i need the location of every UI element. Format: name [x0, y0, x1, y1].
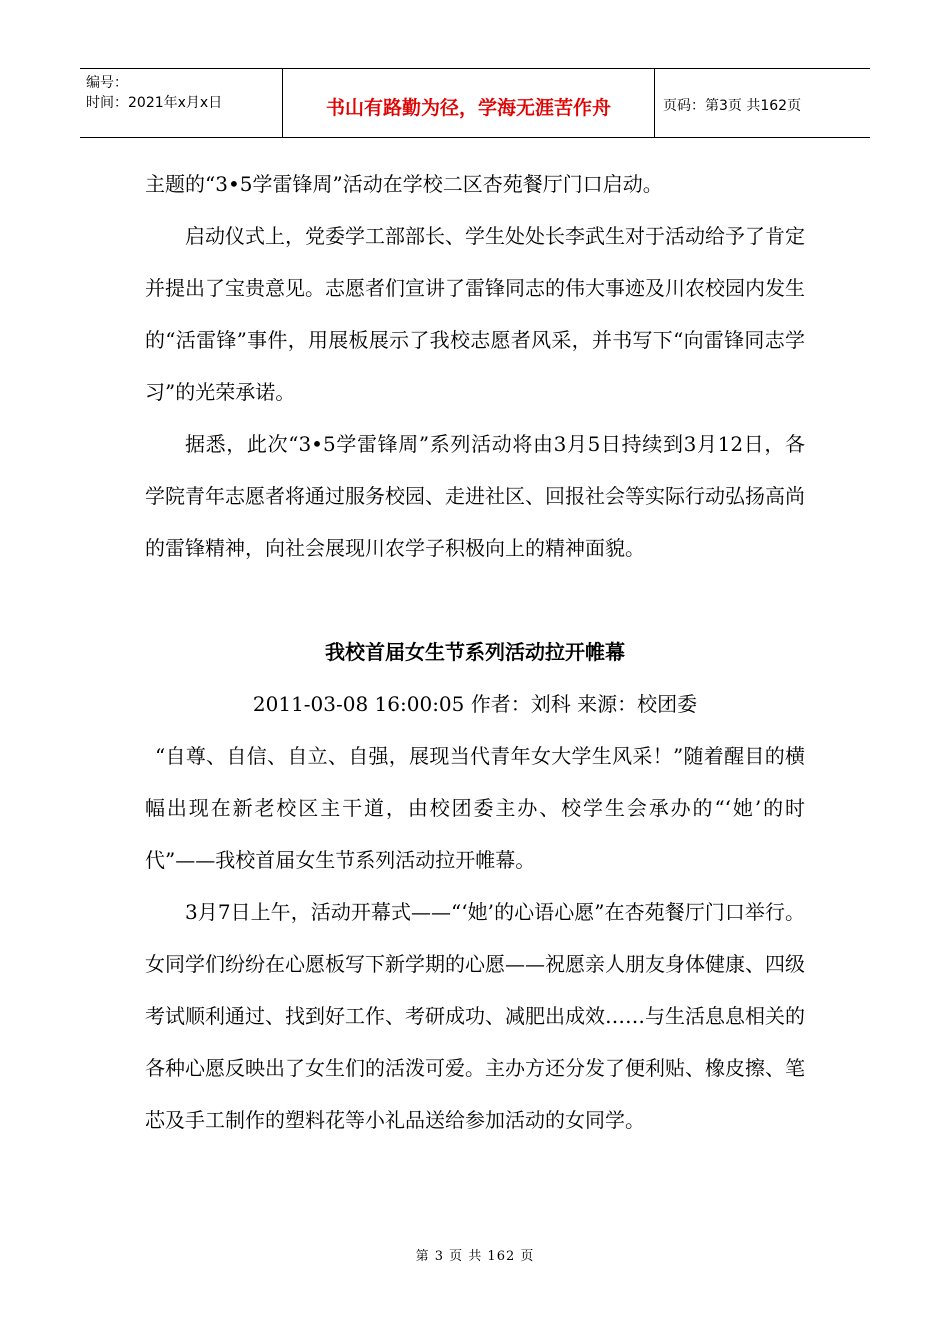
article1-paragraph-continued: 主题的“3•5学雷锋周”活动在学校二区杏苑餐厅门口启动。: [145, 172, 663, 196]
article2-title: 我校首届女生节系列活动拉开帷幕: [325, 640, 625, 664]
time-label: 时间：2021年x月x日: [86, 95, 223, 111]
number-label: 编号：: [86, 75, 128, 91]
page-footer: 第 3 页 共 162 页: [415, 1249, 535, 1264]
article1-paragraph-3: 据悉，此次“3•5学雷锋周”系列活动将由3月5日持续到3月12日，各学院青年志愿者将通过服务校园、走进社区、回报社会等实际行动弘扬高尚的雷锋精神，向社会展现川农学子积极向上的精神面貌。: [145, 432, 805, 560]
header-page-info: 页码：第3页 共162页: [663, 98, 802, 114]
article1-paragraph-2: 启动仪式上，党委学工部部长、学生处处长李武生对于活动给予了肯定并提出了宝贵意见。志愿者们宣讲了雷锋同志的伟大事迹及川农校园内发生的“活雷锋”事件，用展板展示了我校志愿者风采，并书写下“向雷锋同志学习”的光荣承诺。: [145, 224, 805, 404]
header-info-cell: [80, 69, 282, 137]
article2-paragraph-1: “自尊、自信、自立、自强，展现当代青年女大学生风采！”随着醒目的横幅出现在新老校区主干道，由校团委主办、校学生会承办的“‘她’的时代”——我校首届女生节系列活动拉开帷幕。: [145, 744, 805, 872]
header-motto: 书山有路勤为径，学海无涯苦作舟: [282, 69, 655, 137]
article2-meta: 2011-03-08 16:00:05 作者：刘科 来源：校团委: [252, 692, 698, 716]
section-spacer: [145, 574, 805, 626]
page-header: [80, 68, 870, 138]
article2-paragraph-2: 3月7日上午，活动开幕式——“‘她’的心语心愿”在杏苑餐厅门口举行。女同学们纷纷在心愿板写下新学期的心愿——祝愿亲人朋友身体健康、四级考试顺利通过、找到好工作、考研成功、减肥出成效……与生活息息相关的各种心愿反映出了女生们的活泼可爱。主办方还分发了便利贴、橡皮擦、笔芯及手工制作的塑料花等小礼品送给参加活动的女同学。: [145, 900, 805, 1132]
document-body: [145, 158, 805, 1146]
